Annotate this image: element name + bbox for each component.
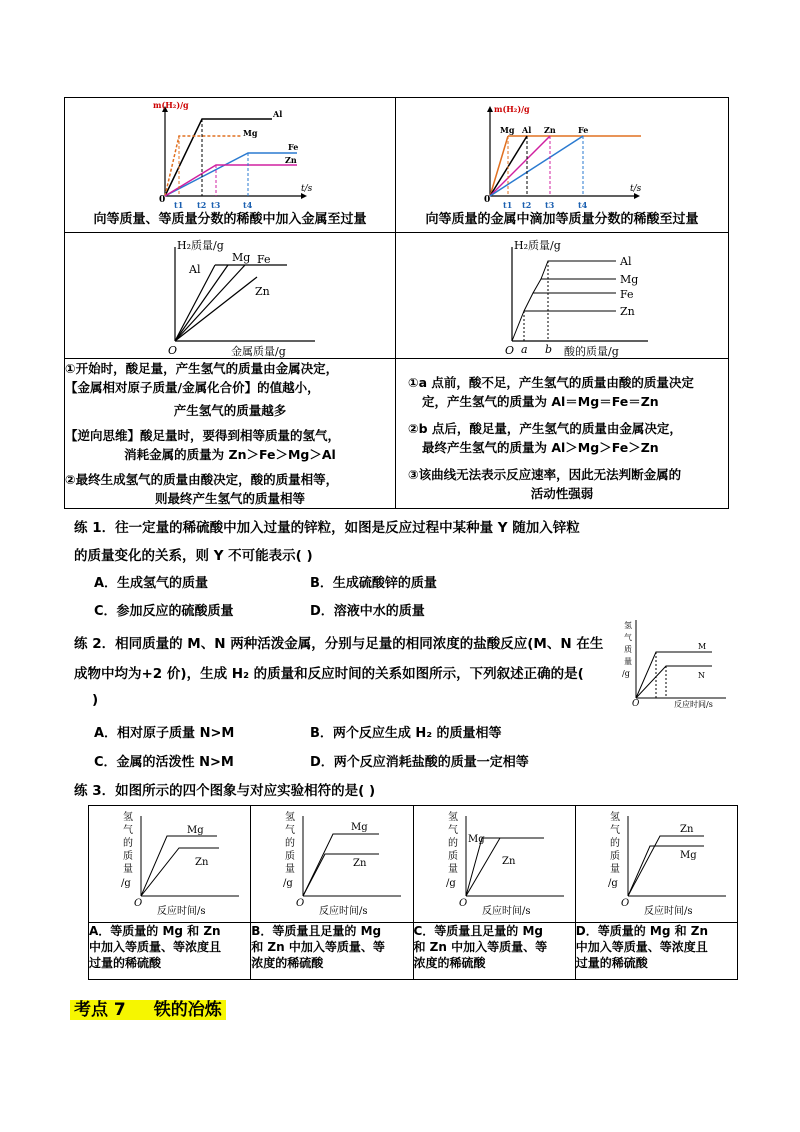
q3-stem: 练 3．如图所示的四个图象与对应实验相符的是( ) <box>74 783 376 799</box>
section-label: 考点 7 <box>70 1000 130 1020</box>
note-line: 活动性强弱 <box>530 486 594 501</box>
y-label-char: 气 <box>447 825 458 836</box>
tick-t1: t1 <box>174 200 184 210</box>
q1-option-c[interactable]: C．参加反应的硫酸质量 <box>94 604 234 619</box>
q3-options-table <box>88 805 738 980</box>
y-label-char: /g <box>622 669 630 678</box>
cell-notes-metal-into-acid <box>65 359 396 509</box>
caption-line: D．等质量的 Mg 和 Zn <box>575 924 709 938</box>
q3-option-a[interactable] <box>89 923 251 980</box>
caption-line: 过量的稀硫酸 <box>575 956 648 970</box>
tick-b: b <box>545 343 553 356</box>
q3-chart-cell-c <box>413 806 575 923</box>
y-label-char: 质 <box>285 851 296 862</box>
q2-option-c[interactable]: C．金属的活泼性 N>M <box>94 755 234 770</box>
q1-option-d[interactable]: D．溶液中水的质量 <box>310 604 425 619</box>
line-al <box>541 261 616 279</box>
y-label-char: 质 <box>609 851 620 862</box>
q3-chart-cell-d <box>575 806 737 923</box>
curve-mg <box>165 136 241 196</box>
label-zn: Zn <box>255 285 270 298</box>
q1-stem-line2: 的质量变化的关系，则 Y 不可能表示( ) <box>74 548 313 564</box>
y-label-char: /g <box>283 878 294 889</box>
q2-stem-line1: 练 2．相同质量的 M、N 两种活泼金属，分别与足量的相同浓度的盐酸反应(M、N 在生 <box>74 636 604 652</box>
curve-zn <box>165 165 297 196</box>
note-line: 产生氢气的质量越多 <box>173 403 287 418</box>
line-zn <box>175 277 257 341</box>
q2-option-b[interactable]: B．两个反应生成 H₂ 的质量相等 <box>310 726 502 741</box>
label-zn: Zn <box>285 155 297 165</box>
label-fe: Fe <box>288 142 299 152</box>
origin-label: 0 <box>484 195 491 205</box>
x-axis-label: 金属质量/g <box>231 345 286 358</box>
y-label-char: 的 <box>447 838 458 849</box>
y-label-char: 气 <box>609 825 620 836</box>
q3-chart-d <box>576 806 738 921</box>
y-label-char: 的 <box>285 838 296 849</box>
tick-a: a <box>521 343 528 356</box>
q3-option-d[interactable] <box>575 923 737 980</box>
chart-metal-into-acid <box>65 98 396 211</box>
line-fe <box>524 293 616 311</box>
x-axis-label: t/s <box>630 184 642 194</box>
chart-h2-vs-acid-mass <box>396 233 729 358</box>
origin-label: O <box>134 898 143 909</box>
caption-line: 和 Zn 中加入等质量、等 <box>251 940 385 954</box>
note-line: ③该曲线无法表示反应速率，因此无法判断金属的 <box>408 467 682 482</box>
origin-label: O <box>620 898 629 909</box>
chart-caption: 向等质量、等质量分数的稀酸中加入金属至过量 <box>93 212 367 227</box>
label-mg: Mg <box>232 251 251 264</box>
curve-top <box>141 848 219 896</box>
q2-option-d[interactable]: D．两个反应消耗盐酸的质量一定相等 <box>310 755 529 770</box>
y-label-char: 质 <box>624 645 632 654</box>
q1-stem-line1: 练 1．往一定量的稀硫酸中加入过量的锌粒，如图是反应过程中某种量 Y 随加入锌粒 <box>74 520 580 536</box>
y-axis-label: m(H₂)/g <box>153 100 189 110</box>
note-line: 消耗金属的质量为 Zn＞Fe＞Mg＞Al <box>124 447 336 462</box>
caption-line: C．等质量且足量的 Mg <box>413 924 544 938</box>
line-zn <box>512 311 616 341</box>
q3-option-b[interactable] <box>251 923 413 980</box>
y-label-char: 量 <box>447 864 458 875</box>
note-line: ②b 点后，酸足量，产生氢气的质量由金属决定， <box>408 421 682 436</box>
x-axis-label: 反应时间/s <box>674 700 713 708</box>
q2-option-a[interactable]: A．相对原子质量 N>M <box>94 726 235 741</box>
y-label-char: 氢 <box>609 812 620 823</box>
chart-acid-into-metal <box>396 98 729 211</box>
curve-top <box>466 838 544 896</box>
y-axis-label: H₂质量/g <box>177 239 224 252</box>
y-label-char: 氢 <box>123 812 133 823</box>
note-line: ①开始时，酸足量，产生氢气的质量由金属决定， <box>65 361 339 376</box>
origin-label: O <box>458 898 467 909</box>
tick-t2: t2 <box>522 200 532 210</box>
q2-chart <box>618 616 730 708</box>
q3-chart-cell-a <box>89 806 251 923</box>
summary-table <box>64 97 729 509</box>
label-al: Al <box>189 263 201 276</box>
label-bot: Zn <box>353 858 367 869</box>
label-top: Mg <box>187 825 204 836</box>
y-label-char: 量 <box>123 864 133 875</box>
caption-line: 中加入等质量、等浓度且 <box>89 940 222 954</box>
line-fe <box>175 265 245 341</box>
x-axis-label: 酸的质量/g <box>564 345 619 358</box>
note-line: ①a 点前，酸不足，产生氢气的质量由酸的质量决定 <box>408 375 694 390</box>
label-mg: Mg <box>620 273 639 286</box>
curve-bot <box>466 838 500 896</box>
label-al: Al <box>620 255 632 268</box>
label-fe: Fe <box>620 288 634 301</box>
q3-chart-c <box>414 806 576 921</box>
origin-label: O <box>632 699 640 708</box>
curve-top <box>628 836 704 896</box>
origin-label: O <box>296 898 305 909</box>
line-mg <box>533 279 616 293</box>
q3-chart-a <box>89 806 251 921</box>
label-mg: Mg <box>500 125 515 135</box>
q1-option-a[interactable]: A．生成氢气的质量 <box>94 576 209 591</box>
label-top: Zn <box>679 824 694 835</box>
label-al: Al <box>522 125 532 135</box>
tick-t2: t2 <box>197 200 207 210</box>
note-line: 定，产生氢气的质量为 Al＝Mg＝Fe＝Zn <box>422 394 659 409</box>
q3-chart-b <box>251 806 413 921</box>
note-line: 最终产生氢气的质量为 Al＞Mg＞Fe＞Zn <box>422 440 659 455</box>
label-mg: Mg <box>243 128 258 138</box>
y-label-char: 气 <box>285 825 296 836</box>
q3-chart-cell-b <box>251 806 413 923</box>
y-axis-label: m(H₂)/g <box>494 104 530 114</box>
caption-line: 和 Zn 中加入等质量、等 <box>413 940 548 954</box>
curve-bot <box>303 854 379 896</box>
caption-line: 浓度的稀硫酸 <box>251 956 324 970</box>
caption-line: B．等质量且足量的 Mg <box>251 924 382 938</box>
q2-stem-line2: 成物中均为+2 价)，生成 H₂ 的质量和反应时间的关系如图所示，下列叙述正确的是( <box>74 666 584 682</box>
cell-notes-acid-into-metal <box>396 359 729 509</box>
label-top: Mg <box>351 822 368 833</box>
y-label-char: /g <box>445 878 456 889</box>
label-al: Al <box>273 109 283 119</box>
y-label-char: 气 <box>624 633 632 642</box>
origin-label: O <box>168 344 178 357</box>
caption-line: 浓度的稀硫酸 <box>413 956 486 970</box>
section-heading <box>70 995 226 1020</box>
label-zn: Zn <box>544 125 556 135</box>
note-line: 【金属相对原子质量/金属化合价】的值越小， <box>65 380 320 395</box>
line-al <box>175 265 215 341</box>
y-label-char: 质 <box>123 851 133 862</box>
tick-t4: t4 <box>578 200 588 210</box>
y-axis-label: H₂质量/g <box>514 239 561 252</box>
section-title: 铁的冶炼 <box>130 1000 226 1020</box>
note-line: 【逆向思维】酸足量时，要得到相等质量的氢气， <box>65 428 341 443</box>
note-line: ②最终生成氢气的质量由酸决定，酸的质量相等， <box>65 472 339 487</box>
y-label-char: 氢 <box>285 812 296 823</box>
tick-t3: t3 <box>211 200 221 210</box>
chart-caption: 向等质量的金属中滴加等质量分数的稀酸至过量 <box>425 212 699 227</box>
label-bot: Mg <box>679 850 697 861</box>
origin-label: 0 <box>159 195 166 205</box>
caption-line: 中加入等质量、等浓度且 <box>575 940 708 954</box>
y-label-char: 的 <box>609 838 620 849</box>
cell-chart-h2-vs-metal-mass <box>65 233 396 359</box>
note-line: 则最终产生氢气的质量相等 <box>154 491 305 506</box>
y-label-char: 气 <box>123 825 133 836</box>
cell-chart-acid-into-metal <box>396 98 729 233</box>
label-fe: Fe <box>257 253 271 266</box>
curve-fe <box>165 153 297 196</box>
y-label-char: /g <box>121 878 131 889</box>
x-axis-label: t/s <box>301 184 313 194</box>
caption-line: 过量的稀硫酸 <box>89 956 162 970</box>
y-label-char: 氢 <box>447 812 458 823</box>
cell-chart-h2-vs-acid-mass <box>396 233 729 359</box>
q3-option-c[interactable] <box>413 923 575 980</box>
line-mg <box>175 265 228 341</box>
q2-stem-line3: ) <box>92 692 99 708</box>
chart-h2-vs-metal-mass <box>65 233 396 358</box>
tick-t1: t1 <box>503 200 513 210</box>
cell-chart-metal-into-acid <box>65 98 396 233</box>
caption-line: A．等质量的 Mg 和 Zn <box>89 924 221 938</box>
label-zn: Zn <box>620 305 635 318</box>
label-fe: Fe <box>578 125 589 135</box>
origin-label: O <box>505 344 515 357</box>
x-axis-label: 反应时间/s <box>643 906 693 917</box>
y-label-char: 量 <box>609 864 620 875</box>
curve-top <box>303 834 379 896</box>
y-label-char: 量 <box>624 657 632 666</box>
label-bot: Zn <box>501 856 515 867</box>
x-axis-label: 反应时间/s <box>319 906 368 917</box>
y-label-char: 的 <box>123 838 133 849</box>
tick-t3: t3 <box>545 200 555 210</box>
label-n: N <box>698 671 705 680</box>
label-m: M <box>698 642 707 651</box>
label-bot: Zn <box>195 857 209 868</box>
y-label-char: 质 <box>447 851 458 862</box>
x-axis-label: 反应时间/s <box>157 906 206 917</box>
y-label-char: 量 <box>285 864 296 875</box>
tick-t4: t4 <box>243 200 253 210</box>
q1-option-b[interactable]: B．生成硫酸锌的质量 <box>310 576 437 591</box>
y-label-char: 氢 <box>624 621 632 630</box>
label-top: Mg <box>467 834 485 845</box>
x-axis-label: 反应时间/s <box>481 906 531 917</box>
y-label-char: /g <box>607 878 618 889</box>
